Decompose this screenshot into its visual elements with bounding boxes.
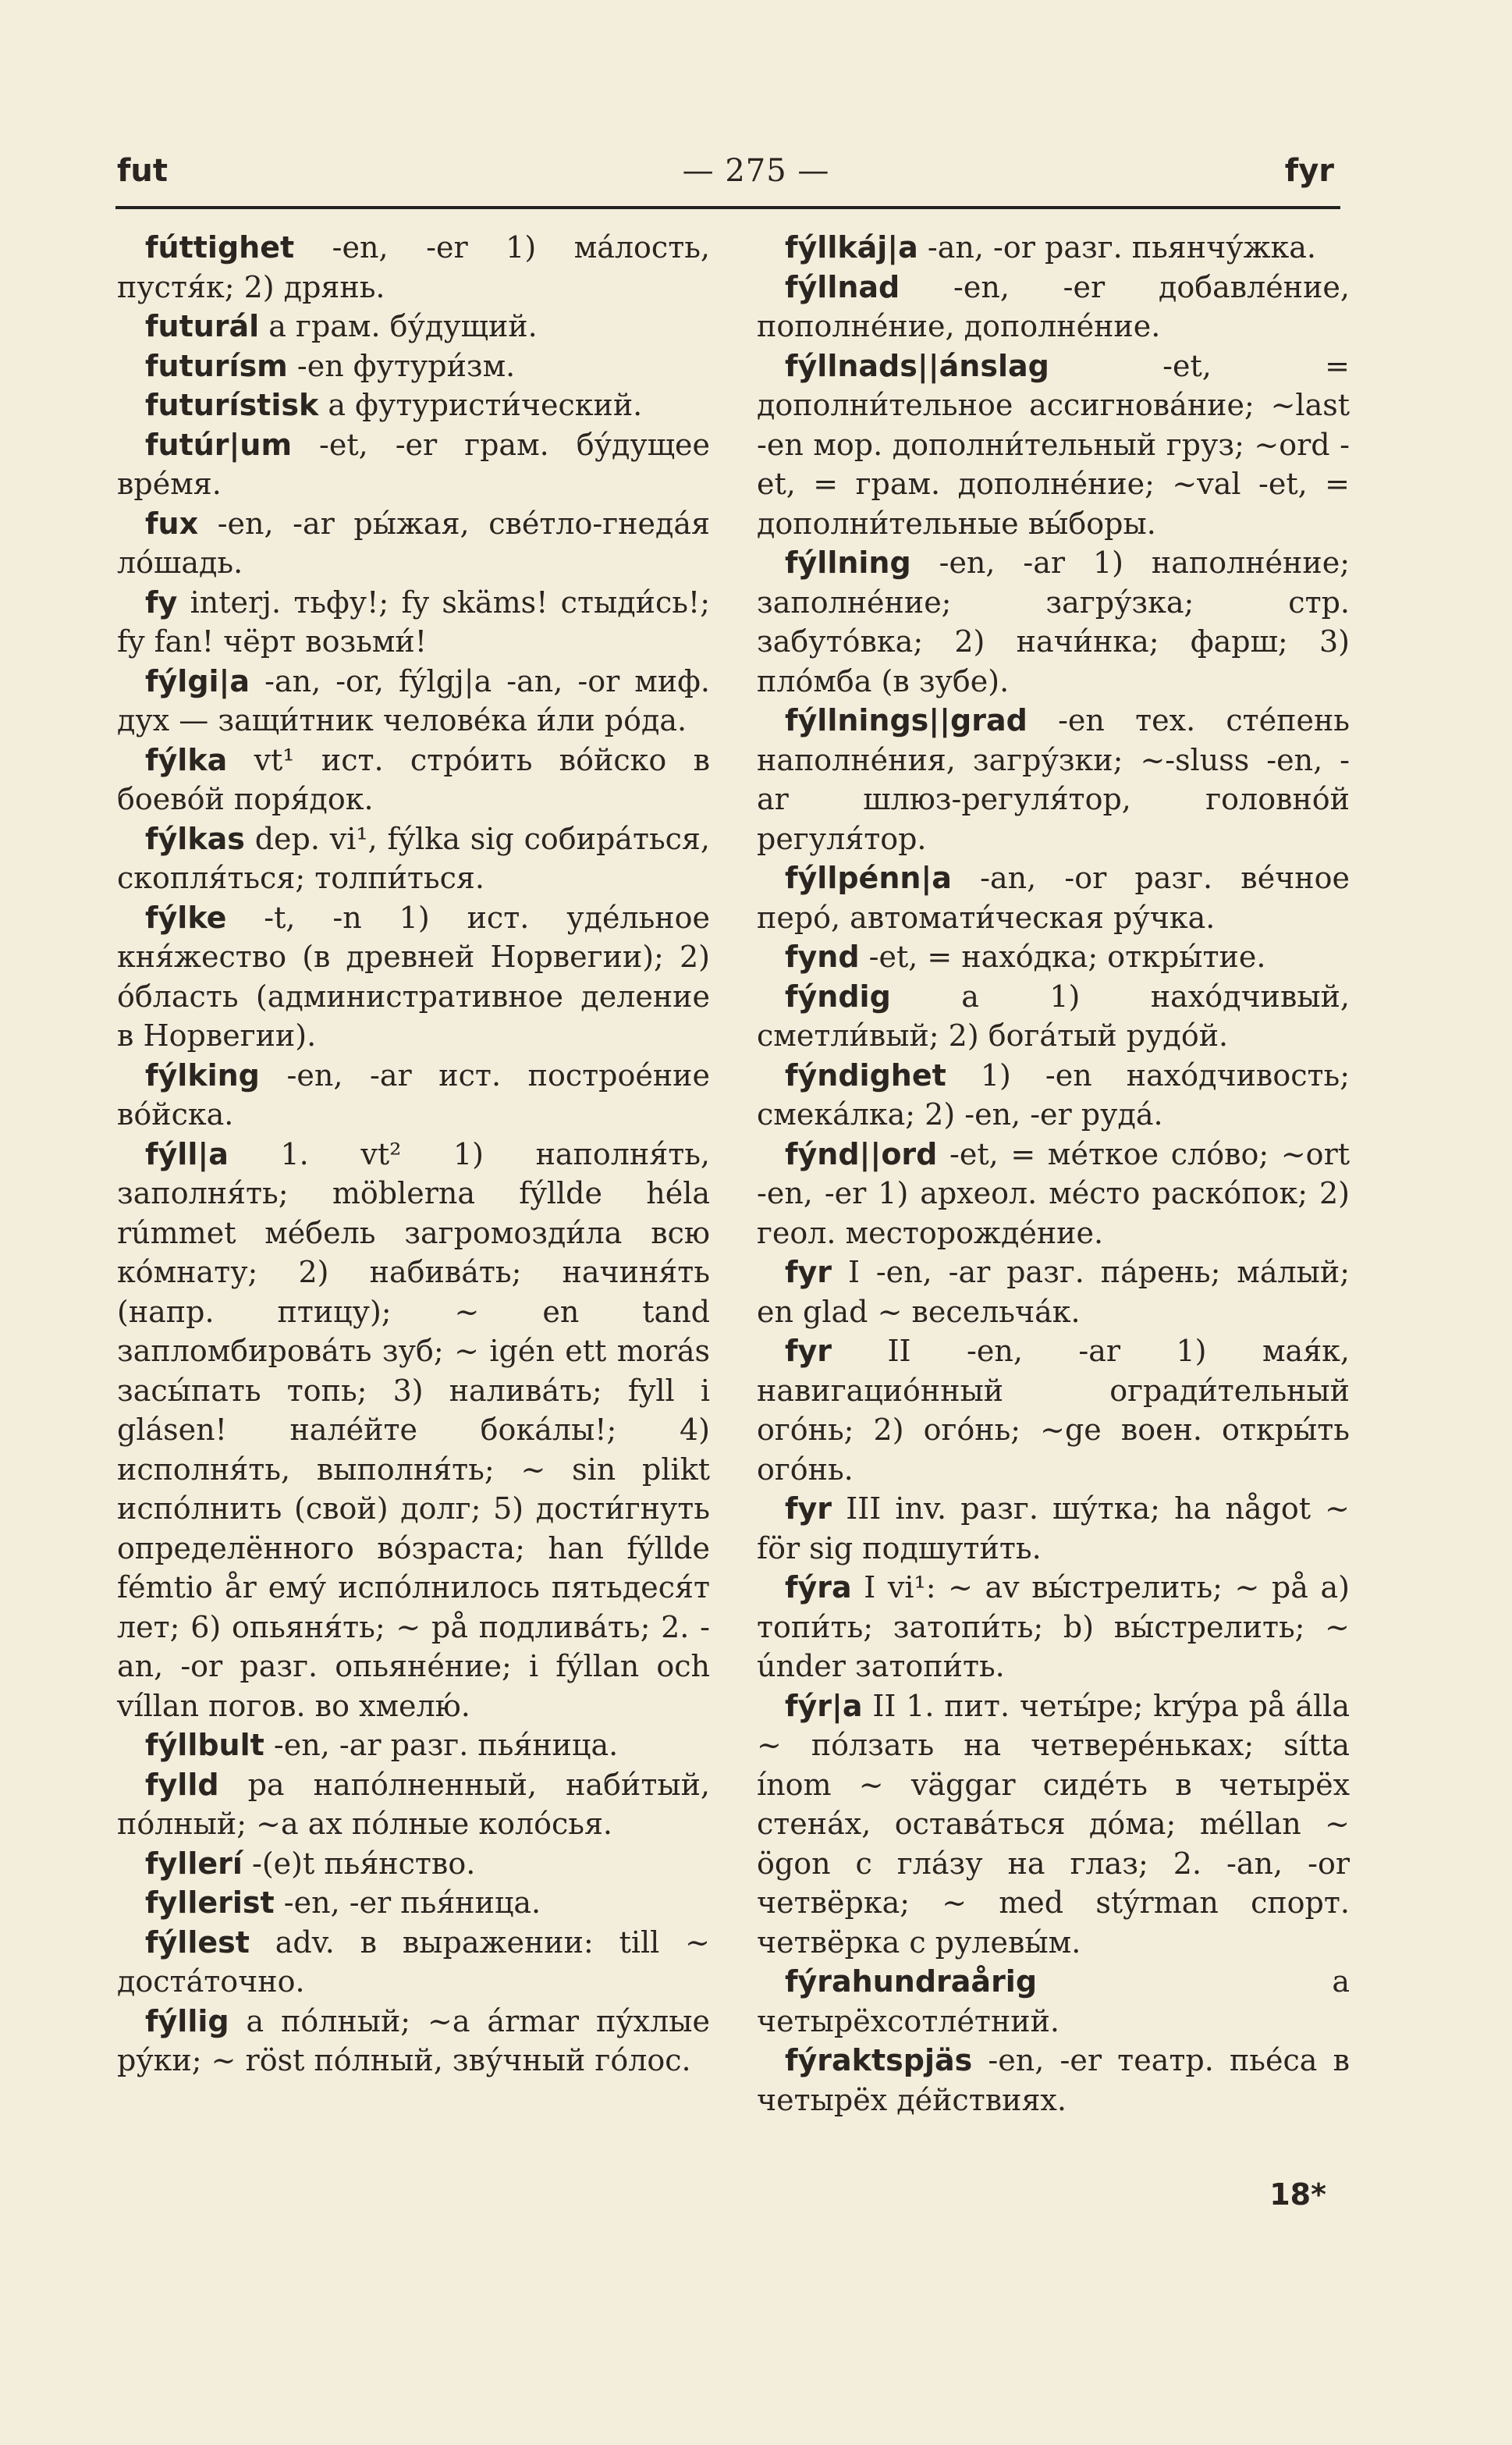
header-left-word: fut	[117, 153, 168, 189]
dictionary-entry	[757, 1135, 1350, 1253]
dictionary-entry	[117, 2002, 710, 2081]
dictionary-entry	[117, 386, 710, 425]
dictionary-entry	[117, 662, 710, 741]
dictionary-entry	[757, 977, 1350, 1056]
entry-headword: fýr|a	[785, 1688, 863, 1723]
dictionary-entry	[117, 741, 710, 819]
dictionary-entry	[757, 2041, 1350, 2120]
entry-headword: fýllning	[785, 546, 911, 580]
dictionary-entry	[757, 543, 1350, 701]
entry-definition: -en футури́зм.	[287, 348, 516, 383]
dictionary-entry	[117, 1056, 710, 1135]
entry-headword: fyr	[785, 1491, 832, 1526]
entry-definition: -et, = нахо́дка; откры́тие.	[859, 940, 1266, 974]
entry-definition: -en, -ar 1) наполне́ние; заполне́ние; загру́зка; стр. забуто́вка; 2) начи́нка; фарш; 3) пло́мба (в зубе).	[757, 546, 1350, 698]
entry-headword: fýllig	[145, 2003, 229, 2038]
entry-definition: -an, -or разг. ве́чное перо́, автомати́ческая ру́чка.	[757, 861, 1350, 935]
entry-headword: fyr	[785, 1334, 832, 1368]
dictionary-entry	[117, 819, 710, 898]
dictionary-entry	[117, 1923, 710, 2002]
entry-headword: fux	[145, 506, 199, 541]
entry-headword: fýllnad	[785, 269, 900, 304]
entry-headword: fýllnads||ánslag	[785, 348, 1049, 383]
entry-headword: fýnd||ord	[785, 1136, 938, 1171]
entry-headword: fýndig	[785, 979, 891, 1014]
entry-headword: fyllerist	[145, 1885, 275, 1920]
entry-definition: vt¹ ист. стро́ить во́йско в боево́й поря́док.	[117, 742, 710, 816]
entry-headword: fynd	[785, 940, 860, 974]
dictionary-entry	[757, 1331, 1350, 1489]
entry-definition: adv. в выражении: till ~ доста́точно.	[117, 1924, 710, 1999]
entry-headword: fýrahundraårig	[785, 1964, 1038, 1999]
entry-headword: fýlka	[145, 742, 228, 777]
entry-definition: -en, -ar ист. построе́ние во́йска.	[117, 1057, 710, 1132]
entry-definition: а грам. бу́дущий.	[259, 309, 538, 343]
right-column	[757, 228, 1350, 2120]
dictionary-entry	[757, 1962, 1350, 2041]
entry-definition: -en, -er добавле́ние, пополне́ние, дополне́ние.	[757, 269, 1350, 343]
entry-headword: fyr	[785, 1255, 832, 1289]
dictionary-entry	[757, 228, 1350, 268]
entry-headword: fýllbult	[145, 1728, 264, 1762]
entry-definition: pa напо́лненный, наби́тый, по́лный; ~a ax по́лные коло́сья.	[117, 1767, 710, 1841]
entry-definition: II -en, -ar 1) мая́к, навигацио́нный огради́тельный ого́нь; 2) ого́нь; ~ge воен. откры́ть ого́нь.	[757, 1334, 1350, 1487]
entry-definition: -en, -er театр. пье́са в четырёх де́йствиях.	[757, 2043, 1350, 2117]
entry-definition: 1) -en нахо́дчивость; смека́лка; 2) -en, -er руда́.	[757, 1057, 1350, 1132]
header-rule	[115, 206, 1340, 209]
entry-definition: -en тех. сте́пень наполне́ния, загру́зки; ~-sluss -en, -ar шлюз-регуля́тор, головно́й регуля́тор.	[757, 703, 1350, 856]
dictionary-entry	[757, 268, 1350, 346]
entry-definition: -en, -er 1) ма́лость, пустя́к; 2) дрянь.	[117, 230, 710, 304]
signature-mark: 18*	[1269, 2177, 1326, 2212]
entry-definition: -en, -er пья́ница.	[274, 1885, 541, 1920]
dictionary-entry	[117, 898, 710, 1056]
entry-headword: fýll|a	[145, 1136, 229, 1171]
entry-headword: fyllerí	[145, 1846, 243, 1881]
entry-headword: fýlkas	[145, 821, 245, 856]
dictionary-entry	[757, 937, 1350, 977]
entry-definition: -et, = дополни́тельное ассигнова́ние; ~last -en мор. дополни́тельный груз; ~ord -et, = грам. дополне́ние; ~val -et, = дополни́тельные вы́боры.	[757, 348, 1350, 541]
dictionary-entry	[117, 228, 710, 307]
page-number: — 275 —	[682, 153, 830, 189]
entry-definition: -(e)t пья́нство.	[242, 1846, 476, 1881]
entry-definition: I vi¹: ~ av вы́стрелить; ~ på а) топи́ть; затопи́ть; b) вы́стрелить; ~ únder затопи́ть.	[757, 1570, 1350, 1683]
entry-headword: fýllpénn|a	[785, 861, 952, 895]
dictionary-entry	[757, 1253, 1350, 1331]
entry-headword: fýndighet	[785, 1057, 946, 1093]
dictionary-entry	[757, 858, 1350, 937]
entry-definition: а по́лный; ~a ármar пу́хлые ру́ки; ~ röst по́лный, зву́чный го́лос.	[117, 2003, 710, 2077]
dictionary-entry	[117, 1135, 710, 1726]
entry-definition: -et, = ме́ткое сло́во; ~ort -en, -er 1) археол. ме́сто раско́пок; 2) геол. месторожде́ние.	[757, 1136, 1350, 1250]
entry-definition: interj. тьфу!; fy skäms! стыди́сь!; fy fan! чёрт возьми́!	[117, 585, 710, 659]
dictionary-entry	[117, 1883, 710, 1923]
entry-definition: а четырёхсотле́тний.	[757, 1964, 1350, 2038]
entry-headword: futurístisk	[145, 388, 319, 422]
dictionary-entry	[757, 1568, 1350, 1686]
entry-definition: -et, -er грам. бу́дущее вре́мя.	[117, 427, 710, 501]
entry-headword: futurál	[145, 309, 260, 343]
entry-headword: fýraktspjäs	[785, 2043, 973, 2077]
dictionary-entry	[117, 1765, 710, 1844]
entry-headword: fýra	[785, 1570, 852, 1605]
dictionary-entry	[757, 701, 1350, 858]
entry-headword: fy	[145, 585, 178, 620]
dictionary-entry	[117, 504, 710, 583]
entry-definition: dep. vi¹, fýlka sig собира́ться, скопля́ться; толпи́ться.	[117, 821, 710, 895]
dictionary-entry	[757, 1489, 1350, 1568]
entry-headword: fýlke	[145, 900, 227, 935]
dictionary-entry	[757, 346, 1350, 544]
entry-definition: III inv. разг. шу́тка; ha något ~ för sig подшути́ть.	[757, 1491, 1350, 1565]
entry-definition: II 1. пит. четы́ре; krýра på álla ~ по́лзать на четвере́ньках; sítta ínom ~ väggar сиде́ть в четырёх стена́х, остава́ться до́ма; méllan ~ ögon с гла́зу на глаз; 2. -an, -or четвёрка; ~ med stýrman спорт. четвёрка с рулевы́м.	[757, 1688, 1350, 1960]
entry-headword: fýllkáj|a	[785, 230, 918, 265]
dictionary-entry	[117, 346, 710, 386]
dictionary-entry	[757, 1686, 1350, 1963]
entry-definition: I -en, -ar разг. па́рень; ма́лый; en glad ~ весельча́к.	[757, 1255, 1350, 1329]
entry-headword: futúr|um	[145, 427, 293, 462]
entry-headword: fýlgi|a	[145, 663, 250, 698]
entry-headword: fúttighet	[145, 230, 295, 265]
dictionary-entry	[117, 307, 710, 346]
dictionary-entry	[117, 1725, 710, 1765]
entry-headword: fýlking	[145, 1057, 260, 1093]
entry-headword: fýllest	[145, 1924, 250, 1960]
entry-definition: -an, -or, fýlgj|a -an, -or миф. дух — защи́тник челове́ка и́ли ро́да.	[117, 663, 710, 737]
entry-headword: fýllnings||grad	[785, 703, 1028, 737]
dictionary-entry	[117, 1844, 710, 1884]
entry-definition: а 1) нахо́дчивый, сметли́вый; 2) бога́тый рудо́й.	[757, 979, 1350, 1053]
entry-headword: fylld	[145, 1767, 219, 1802]
header-right-word: fyr	[1284, 153, 1334, 189]
entry-definition: -en, -ar ры́жая, све́тло-гнеда́я ло́шадь.	[117, 506, 710, 580]
entry-definition: -en, -ar разг. пья́ница.	[264, 1728, 619, 1762]
entry-definition: а футуристи́ческий.	[318, 388, 643, 422]
entry-headword: futurísm	[145, 348, 288, 383]
dictionary-entry	[757, 1056, 1350, 1135]
entry-definition: -t, -n 1) ист. уде́льное кня́жество (в древней Норвегии); 2) о́бласть (административное деление в Норвегии).	[117, 900, 710, 1053]
dictionary-entry	[117, 583, 710, 662]
entry-definition: 1. vt² 1) наполня́ть, заполня́ть; möblerna fýllde héla rúmmet ме́бель загромозди́ла всю ко́мнату; 2) набива́ть; начиня́ть (напр. птицу); ~ en tand запломбирова́ть зуб; ~ igén ett morás засы́пать топь; 3) налива́ть; fyll i glásen! нале́йте бока́лы!; 4) исполня́ть, выполня́ть; ~ sin plikt испо́лнить (свой) долг; 5) дости́гнуть определённого во́зраста; han fýllde fémtio år ему́ испо́лнилось пятьдеся́т лет; 6) опьяня́ть; ~ på подлива́ть; 2. -an, -or разг. опьяне́ние; i fýllan och víllan погов. во хмелю́.	[117, 1136, 710, 1723]
dictionary-entry	[117, 425, 710, 504]
entry-definition: -an, -or разг. пьянчу́жка.	[917, 230, 1317, 265]
left-column	[117, 228, 710, 2081]
